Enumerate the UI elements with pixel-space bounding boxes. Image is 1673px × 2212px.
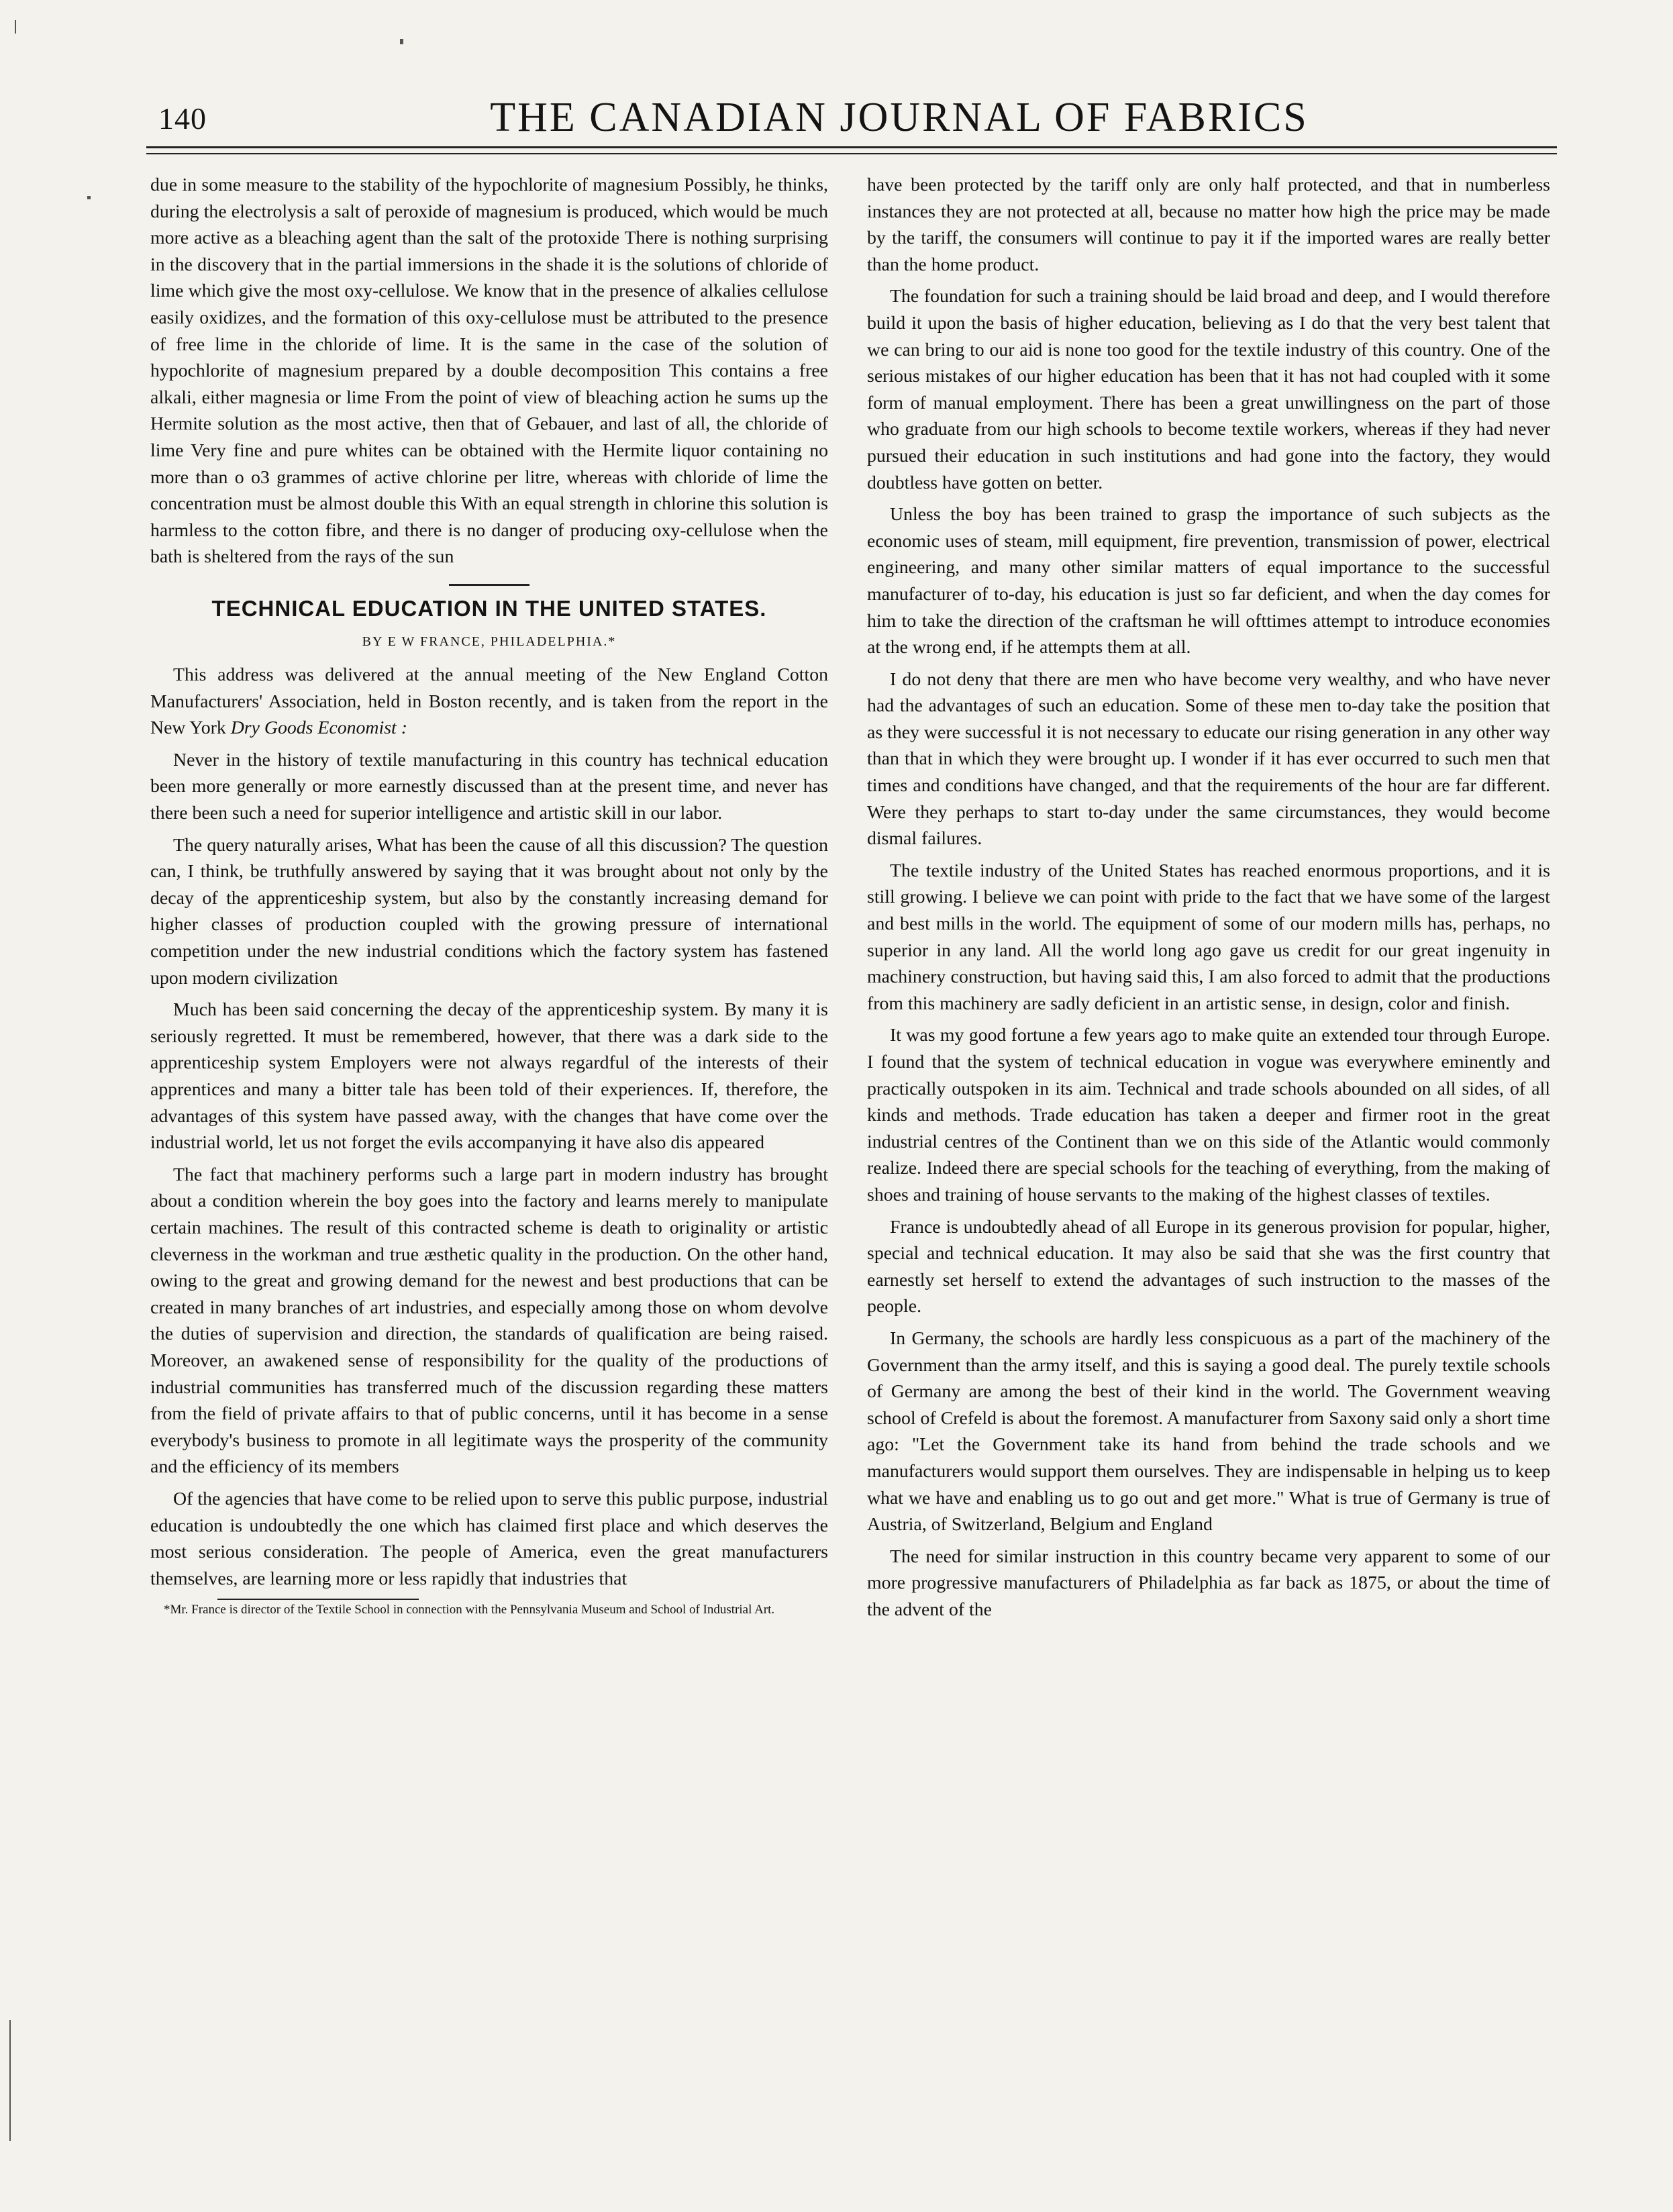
margin-mark (15, 20, 16, 34)
section-divider (449, 584, 529, 586)
footnote-rule (217, 1599, 419, 1600)
body-paragraph: Unless the boy has been trained to grasp the importance of such subjects as the economic uses of steam, mill equipment, fire prevention, transmission of power, electrical engineering, and many other similar matters of equal importance to the successful manufacturer of to-day, his education is just so far deficient, and when the day comes for him to take the direction of the craftsman he will ofttimes attempt to introduce economies at the wrong end, if he attempts them at all. (867, 504, 1550, 658)
intro-paragraph (150, 662, 828, 742)
body-paragraph: The foundation for such a training should be laid broad and deep, and I would therefore build it upon the basis of higher education, believing as I do that the very best talent that we can bring to our aid is none too good for the textile industry of this country. One of the serious mistakes of our higher education has been that it has not had coupled with it some form of manual employment. There has been a great unwillingness on the part of those who graduate from our high schools to become textile workers, whereas if they had never pursued their education in such institutions and had gone into the factory, they would doubtless have gotten on better. (867, 286, 1550, 493)
margin-mark (9, 2020, 11, 2141)
article-byline: BY E W FRANCE, PHILADELPHIA.* (362, 634, 617, 649)
article-title: TECHNICAL EDUCATION IN THE UNITED STATES. (211, 595, 767, 621)
journal-title: THE CANADIAN JOURNAL OF FABRICS (490, 95, 1309, 140)
left-column (150, 172, 828, 1617)
page-number: 140 (158, 101, 207, 136)
publication-name: Dry Goods Economist : (230, 717, 407, 739)
body-paragraph: The need for similar instruction in this country became very apparent to some of our more progressive manufacturers of Philadelphia as far back as 1875, or about the time of the advent of the (867, 1546, 1550, 1620)
intro-text: This address was delivered at the annual meeting of the New England Cotton Manufacturers' Association, held in Boston recently, and is taken from the report in the New York (150, 664, 828, 739)
body-paragraph: The fact that machinery performs such a large part in modern industry has brought about a condition wherein the boy goes into the factory and learns merely to manipulate certain machines. The result of this contracted scheme is death to originality or artistic cleverness in the workman and true æsthetic quality in the production. On the other hand, owing to the great and growing demand for the newest and best productions that can be created in many branches of art industries, and especially among those on whom devolve the duties of supervision and direction, the standards of qualification are being raised. Moreover, an awakened sense of responsibility for the quality of the productions of industrial communities has transferred much of the discussion regarding these matters from the field of private affairs to that of public concerns, until it has become in a sense everybody's business to promote in all legitimate ways the prosperity of the community and the efficiency of its members (150, 1164, 828, 1478)
footnote: *Mr. France is director of the Textile School in connection with the Pennsylvania Museum and School of Industrial Art. (164, 1603, 775, 1617)
continued-paragraph: due in some measure to the stability of the hypochlorite of magnesium Possibly, he thinks, during the electrolysis a salt of peroxide of magnesium is produced, which would be much more active as a bleaching agent than the salt of the protoxide There is nothing surprising in the discovery that in the partial immersions in the shade it is the solutions of chloride of lime which give the most oxy-cellulose. We know that in the presence of alkalies cellulose easily oxidizes, and the formation of this oxy-cellulose must be attributed to the presence of free lime in the chloride of lime. It is the same in the case of the solution of hypochlorite of magnesium prepared by a double decomposition This contains a free alkali, either magnesia or lime From the point of view of bleaching action he sums up the Hermite solution as the most active, then that of Gebauer, and last of all, the chloride of lime Very fine and pure whites can be obtained with the Hermite liquor containing no more than o o3 grammes of active chlorine per litre, whereas with chloride of lime the concentration must be almost double this With an equal strength in chlorine this solution is harmless to the cotton fibre, and there is no danger of producing oxy-cellulose when the bath is sheltered from the rays of the sun (150, 174, 828, 568)
margin-mark (87, 196, 91, 199)
body-paragraph: The textile industry of the United States has reached enormous proportions, and it is still growing. I believe we can point with pride to the fact that we have some of the largest and best mills in the world. The equipment of some of our modern mills has, perhaps, no superior in any land. All the world long ago gave us credit for our great ingenuity in machinery construction, but having said this, I am also forced to admit that the productions from this machinery are sadly deficient in an artistic sense, in design, color and finish. (867, 860, 1550, 1014)
margin-mark (400, 39, 403, 44)
body-paragraph: have been protected by the tariff only are only half protected, and that in numberless instances they are not protected at all, because no matter how high the price may be made by the tariff, the consumers will continue to pay it if the imported wares are really better than the home product. (867, 174, 1550, 275)
header-rule (146, 146, 1557, 148)
right-column (867, 172, 1550, 1623)
body-paragraph: Never in the history of textile manufacturing in this country has technical education been more generally or more earnestly discussed than at the present time, and never has there been such a need for superior intelligence and artistic skill in our labor. (150, 749, 828, 824)
body-paragraph: Of the agencies that have come to be relied upon to serve this public purpose, industrial education is undoubtedly the one which has claimed first place and which deserves the most serious consideration. The people of America, even the great manufacturers themselves, are learning more or less rapidly that industries that (150, 1488, 828, 1589)
body-paragraph: I do not deny that there are men who have become very wealthy, and who have never had the advantages of such an education. Some of these men to-day take the position that as they were successful it is not necessary to educate our rising generation in any other way than that in which they were brought up. I wonder if it has ever occurred to such men that times and conditions have changed, and that the requirements of the hour are far different. Were they perhaps to start to-day under the same circumstances, they would become dismal failures. (867, 668, 1550, 850)
body-paragraph: It was my good fortune a few years ago to make quite an extended tour through Europe. I found that the system of technical education in vogue was everywhere eminently and practically outspoken in its aim. Technical and trade schools abounded on all sides, of all kinds and methods. Trade education has taken a deeper and firmer root in the great industrial centres of the Continent than we on this side of the Atlantic would commonly realize. Indeed there are special schools for the teaching of everything, from the making of shoes and training of house servants to the making of the highest classes of textiles. (867, 1025, 1550, 1205)
body-paragraph: In Germany, the schools are hardly less conspicuous as a part of the machinery of the Government than the army itself, and this is saying a good deal. The purely textile schools of Germany are among the best of their kind in the world. The Government weaving school of Crefeld is about the foremost. A manufacturer from Saxony said only a short time ago: "Let the Government take its hand from behind the trade schools and we manufacturers would support them ourselves. They are indispensable in helping us to keep what we have and enabling us to go out and get more." What is true of Germany is true of Austria, of Switzerland, Belgium and England (867, 1327, 1550, 1536)
body-paragraph: The query naturally arises, What has been the cause of all this discussion? The question can, I think, be truthfully answered by saying that it was brought about not only by the decay of the apprenticeship system, but also by the constantly increasing demand for higher classes of production coupled with the growing pressure of international competition under the new industrial conditions which the factory system has fastened upon modern civilization (150, 834, 828, 989)
header-rule (146, 153, 1557, 154)
body-paragraph: Much has been said concerning the decay of the apprenticeship system. By many it is seriously regretted. It must be remembered, however, that there was a dark side to the apprenticeship system Employers were not always regardful of the interests of their apprentices and many a bitter tale has been told of their experiences. If, therefore, the advantages of this system have passed away, with the changes that have come over the industrial world, let us not forget the evils accompanying it have also dis appeared (150, 999, 828, 1154)
body-paragraph: France is undoubtedly ahead of all Europe in its generous provision for popular, higher, special and technical education. It may also be said that she was the first country that earnestly set herself to extend the advantages of such instruction to the masses of the people. (867, 1216, 1550, 1317)
